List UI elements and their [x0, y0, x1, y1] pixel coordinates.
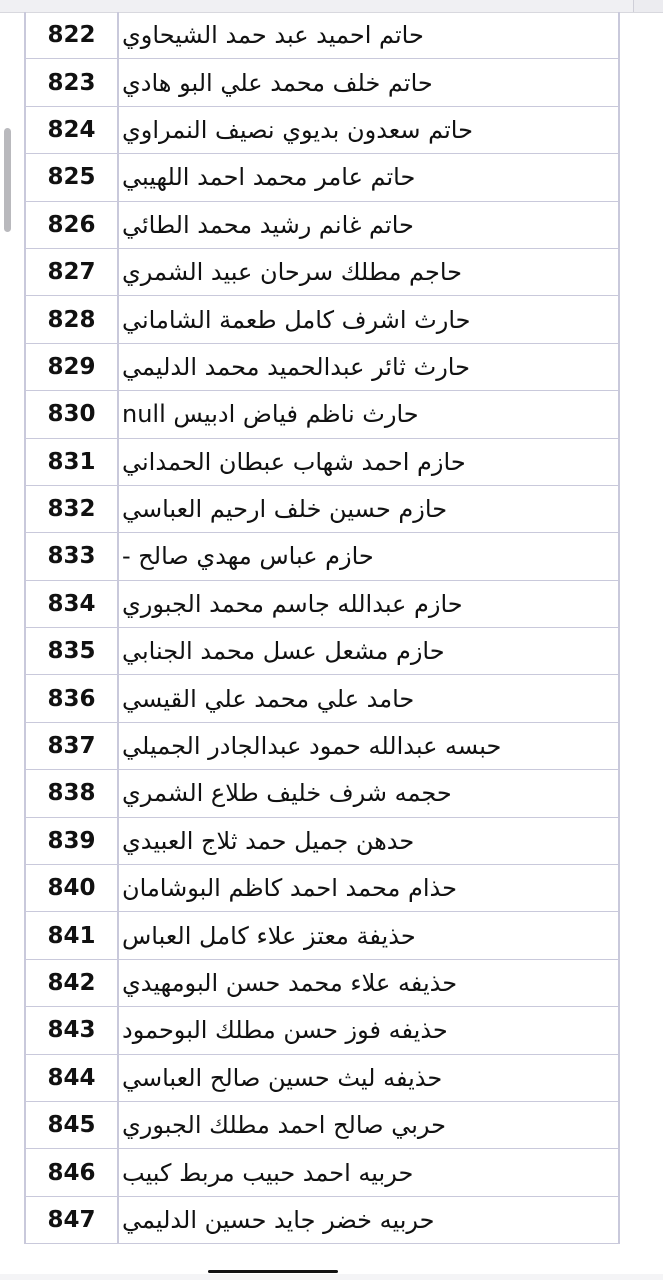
- row-number-cell: 841: [26, 912, 119, 958]
- row-name-cell: [119, 59, 618, 105]
- row-name-cell: [119, 296, 618, 342]
- table-row: [26, 675, 618, 722]
- row-name-cell: [119, 1149, 618, 1195]
- row-name-cell: [119, 533, 618, 579]
- text-underline-mark: [208, 1270, 338, 1273]
- row-number-cell: 824: [26, 107, 119, 153]
- person-name-text: حربي صالح احمد مطلك الجبوري: [122, 1111, 446, 1140]
- person-name-text: حامد علي محمد علي القيسي: [122, 684, 415, 713]
- row-number-cell: 835: [26, 628, 119, 674]
- person-name-text: حذيفه فوز حسن مطلك البوحمود: [122, 1016, 448, 1045]
- person-name-text: حارث ثائر عبدالحميد محمد الدليمي: [122, 352, 470, 381]
- person-name-text: حجمه شرف خليف طلاع الشمري: [122, 779, 452, 808]
- row-number-cell: 839: [26, 818, 119, 864]
- person-name-text: حربيه خضر جايد حسين الدليمي: [122, 1205, 435, 1234]
- person-name-text: حدهن جميل حمد ثلاج العبيدي: [122, 826, 415, 855]
- table-row: [26, 533, 618, 580]
- row-number-cell: 830: [26, 391, 119, 437]
- row-name-cell: [119, 865, 618, 911]
- row-name-cell: [119, 1197, 618, 1243]
- table-row: [26, 770, 618, 817]
- row-name-cell: [119, 818, 618, 864]
- table-row: [26, 391, 618, 438]
- row-number-cell: 832: [26, 486, 119, 532]
- row-name-cell: [119, 12, 618, 58]
- table-row: [26, 1055, 618, 1102]
- table-row: [26, 581, 618, 628]
- row-number-cell: 831: [26, 439, 119, 485]
- row-name-cell: [119, 675, 618, 721]
- table-row: [26, 296, 618, 343]
- row-number-cell: 833: [26, 533, 119, 579]
- row-number-cell: 834: [26, 581, 119, 627]
- row-name-cell: [119, 770, 618, 816]
- scrollbar-thumb[interactable]: [4, 128, 11, 232]
- table-row: [26, 439, 618, 486]
- row-name-cell: [119, 628, 618, 674]
- row-name-cell: [119, 912, 618, 958]
- row-name-cell: [119, 202, 618, 248]
- table-row: [26, 960, 618, 1007]
- row-number-cell: 829: [26, 344, 119, 390]
- table-row: [26, 723, 618, 770]
- table-row: [26, 107, 618, 154]
- row-name-cell: [119, 1102, 618, 1148]
- row-name-cell: [119, 581, 618, 627]
- person-name-text: حازم عباس مهدي صالح -: [122, 542, 374, 571]
- row-number-cell: 828: [26, 296, 119, 342]
- table-row: [26, 865, 618, 912]
- row-number-cell: 836: [26, 675, 119, 721]
- table-row: [26, 1102, 618, 1149]
- row-number-cell: 846: [26, 1149, 119, 1195]
- row-number-cell: 847: [26, 1197, 119, 1243]
- row-number-cell: 844: [26, 1055, 119, 1101]
- row-number-cell: 838: [26, 770, 119, 816]
- table-row: [26, 1197, 618, 1244]
- row-number-cell: 827: [26, 249, 119, 295]
- row-name-cell: [119, 439, 618, 485]
- table-row: [26, 154, 618, 201]
- row-number-cell: 825: [26, 154, 119, 200]
- table-row: [26, 628, 618, 675]
- person-name-text: حارث ناظم فياض ادبيس null: [122, 400, 419, 429]
- person-name-text: حذيفه علاء محمد حسن البومهيدي: [122, 969, 458, 997]
- table-row: [26, 1007, 618, 1054]
- table-row: [26, 249, 618, 296]
- table-row: [26, 202, 618, 249]
- row-name-cell: [119, 1007, 618, 1053]
- row-name-cell: [119, 391, 618, 437]
- row-name-cell: [119, 344, 618, 390]
- header-corner-cell: [633, 0, 663, 12]
- person-name-text: حاتم سعدون بديوي نصيف النمراوي: [122, 115, 473, 144]
- table-row: [26, 818, 618, 865]
- names-table: [24, 12, 620, 1244]
- person-name-text: حاتم احميد عبد حمد الشيحاوي: [122, 21, 424, 50]
- person-name-text: حبسه عبدالله حمود عبدالجادر الجميلي: [122, 732, 502, 761]
- person-name-text: حاتم غانم رشيد محمد الطائي: [122, 210, 414, 239]
- row-number-cell: 840: [26, 865, 119, 911]
- table-row: [26, 912, 618, 959]
- row-name-cell: [119, 723, 618, 769]
- row-number-cell: 845: [26, 1102, 119, 1148]
- table-row: [26, 12, 618, 59]
- table-row: [26, 59, 618, 106]
- row-number-cell: 826: [26, 202, 119, 248]
- person-name-text: حربيه احمد حبيب مربط كبيب: [122, 1158, 414, 1187]
- person-name-text: حذيفة معتز علاء كامل العباس: [122, 921, 416, 950]
- row-number-cell: 843: [26, 1007, 119, 1053]
- person-name-text: حذام محمد احمد كاظم البوشامان: [122, 874, 457, 903]
- person-name-text: حازم حسين خلف ارحيم العباسي: [122, 495, 448, 524]
- person-name-text: حاتم خلف محمد علي البو هادي: [122, 68, 433, 97]
- row-number-cell: 822: [26, 12, 119, 58]
- row-number-cell: 837: [26, 723, 119, 769]
- row-number-cell: 842: [26, 960, 119, 1006]
- person-name-text: حازم احمد شهاب عبطان الحمداني: [122, 447, 466, 476]
- table-row: [26, 486, 618, 533]
- person-name-text: حارث اشرف كامل طعمة الشاماني: [122, 305, 471, 334]
- row-name-cell: [119, 960, 618, 1006]
- person-name-text: حاتم عامر محمد احمد اللهيبي: [122, 163, 416, 192]
- row-name-cell: [119, 486, 618, 532]
- bottom-edge-strip: [0, 1274, 663, 1280]
- table-row: [26, 344, 618, 391]
- person-name-text: حازم مشعل عسل محمد الجنابي: [122, 637, 445, 666]
- row-name-cell: [119, 249, 618, 295]
- person-name-text: حذيفه ليث حسين صالح العباسي: [122, 1063, 443, 1092]
- row-name-cell: [119, 107, 618, 153]
- row-name-cell: [119, 154, 618, 200]
- person-name-text: حازم عبدالله جاسم محمد الجبوري: [122, 589, 463, 618]
- row-number-cell: 823: [26, 59, 119, 105]
- person-name-text: حاجم مطلك سرحان عبيد الشمري: [122, 258, 463, 287]
- row-name-cell: [119, 1055, 618, 1101]
- table-row: [26, 1149, 618, 1196]
